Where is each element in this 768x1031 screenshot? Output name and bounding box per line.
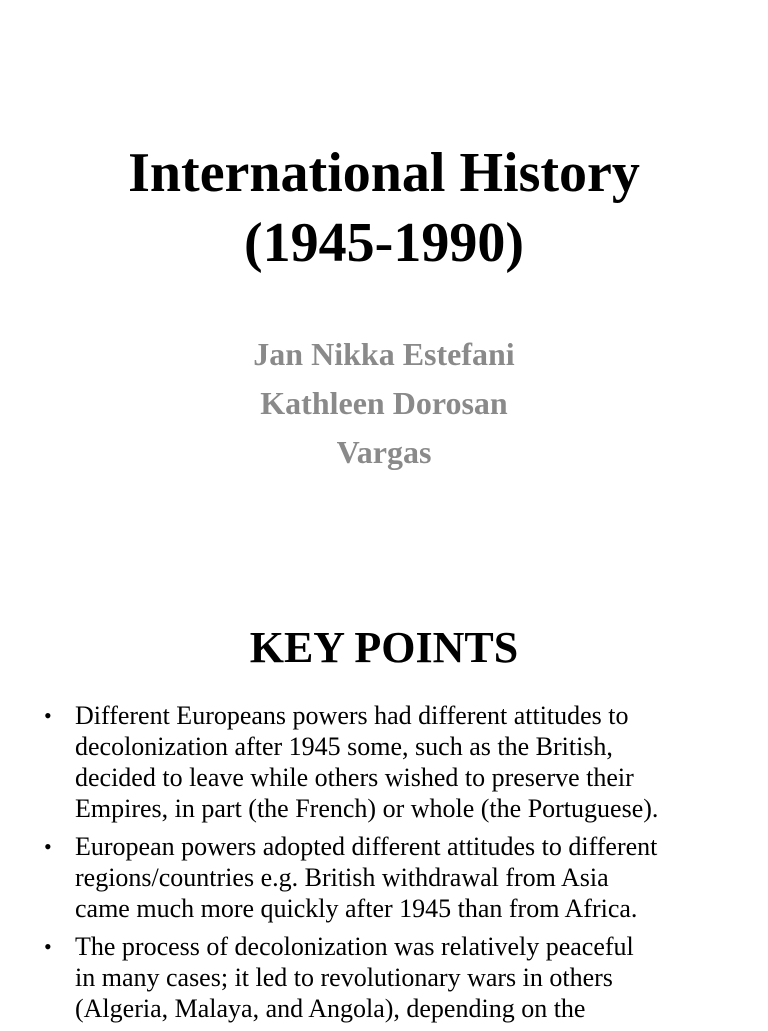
bullet-text [75, 700, 748, 824]
bullet-line: European powers adopted different attitudes to different [75, 832, 658, 861]
author-line-1: Jan Nikka Estefani [253, 336, 515, 372]
bullet-item-2 [0, 831, 768, 924]
key-points-list [0, 700, 768, 1031]
key-points-heading: KEY POINTS [249, 623, 519, 672]
bullet-line: came much more quickly after 1945 than from Africa. [75, 894, 638, 923]
bullet-line: in many cases; it led to revolutionary wars in others [75, 963, 613, 992]
bullet-line: Different Europeans powers had different attitudes to [75, 701, 629, 730]
title-line-2: (1945-1990) [244, 212, 524, 274]
bullet-line: decolonization after 1945 some, such as the British, [75, 732, 613, 761]
bullet-text [75, 931, 748, 1024]
bullet-item-1 [0, 700, 768, 824]
bullet-dot-icon: • [44, 834, 52, 859]
author-list [0, 330, 768, 477]
bullet-dot-icon: • [44, 934, 52, 959]
bullet-dot-icon: • [44, 703, 52, 728]
bullet-line: The process of decolonization was relatively peaceful [75, 932, 634, 961]
presentation-title [0, 138, 768, 278]
title-line-1: International History [128, 142, 640, 204]
bullet-text [75, 831, 748, 924]
bullet-item-3 [0, 931, 768, 1024]
bullet-line: decided to leave while others wished to preserve their [75, 763, 634, 792]
author-line-3: Vargas [336, 434, 432, 470]
author-line-2: Kathleen Dorosan [260, 385, 508, 421]
bullet-line: Empires, in part (the French) or whole (the Portuguese). [75, 794, 659, 823]
bullet-line: regions/countries e.g. British withdrawal from Asia [75, 863, 609, 892]
bullet-line: (Algeria, Malaya, and Angola), depending on the [75, 994, 586, 1023]
